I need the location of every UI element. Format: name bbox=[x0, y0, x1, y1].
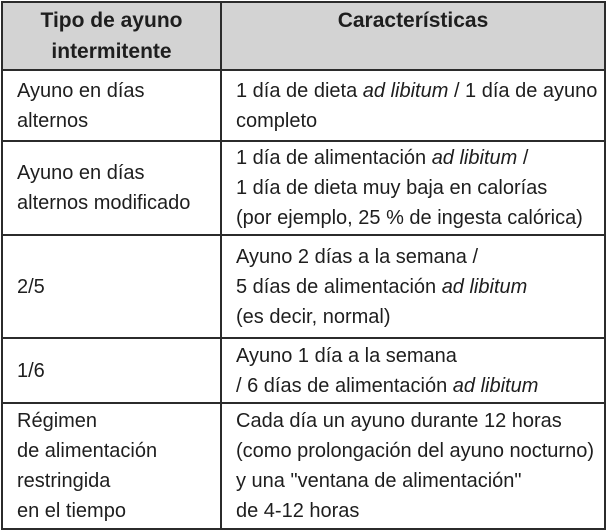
table-row bbox=[2, 70, 605, 141]
text-segment: Ayuno 1 día a la semana bbox=[236, 344, 457, 367]
characteristics-line bbox=[236, 173, 590, 203]
characteristics-line bbox=[236, 436, 594, 466]
header-characteristics-line: Características bbox=[337, 9, 489, 32]
text-segment: / 1 día de ayuno bbox=[448, 79, 598, 102]
characteristics-cell bbox=[221, 338, 605, 403]
text-segment: Cada día un ayuno durante 12 horas bbox=[236, 410, 562, 432]
characteristics-cell bbox=[221, 70, 605, 141]
characteristics-line bbox=[236, 496, 590, 526]
characteristics-line bbox=[236, 341, 590, 371]
fasting-type-line: alternos bbox=[17, 109, 89, 132]
text-segment: de 4-12 horas bbox=[236, 500, 360, 522]
characteristics-cell bbox=[221, 141, 605, 235]
text-segment: 5 días de alimentación bbox=[236, 275, 442, 298]
fasting-type-cell bbox=[2, 338, 221, 403]
text-segment: (es decir, normal) bbox=[236, 305, 391, 328]
characteristics-cell bbox=[221, 235, 605, 338]
text-segment: 1 día de dieta muy baja en calorías bbox=[236, 177, 548, 199]
fasting-type-line: alternos modificado bbox=[17, 192, 191, 214]
fasting-type-line: Régimen bbox=[17, 410, 98, 432]
header-characteristics bbox=[221, 2, 605, 70]
characteristics-line bbox=[236, 203, 590, 233]
header-type-line: Tipo de ayuno bbox=[40, 9, 183, 32]
table-row bbox=[2, 141, 605, 235]
fasting-types-table bbox=[1, 1, 606, 530]
characteristics-line bbox=[236, 406, 590, 436]
text-segment: / 6 días de alimentación bbox=[236, 374, 453, 397]
italic-term: ad libitum bbox=[441, 275, 528, 298]
italic-term: ad libitum bbox=[362, 79, 449, 102]
text-segment: y una "ventana de alimentación" bbox=[236, 470, 522, 492]
text-segment: (como prolongación del ayuno nocturno) bbox=[236, 440, 594, 462]
characteristics-cell bbox=[221, 403, 605, 529]
characteristics-line bbox=[236, 106, 590, 136]
header-type bbox=[2, 2, 221, 70]
text-segment: 1 día de alimentación bbox=[236, 147, 432, 169]
characteristics-line bbox=[236, 302, 590, 332]
italic-term: ad libitum bbox=[452, 374, 539, 397]
characteristics-line bbox=[236, 76, 598, 106]
header-type-line: intermitente bbox=[51, 40, 172, 63]
fasting-type-cell bbox=[2, 70, 221, 141]
characteristics-line bbox=[236, 272, 590, 302]
text-segment: (por ejemplo, 25 % de ingesta calórica) bbox=[236, 207, 583, 229]
fasting-type-line: restringida bbox=[17, 470, 111, 492]
text-segment: / bbox=[517, 147, 529, 169]
table-row bbox=[2, 338, 605, 403]
fasting-type-cell bbox=[2, 403, 221, 529]
characteristics-line bbox=[236, 466, 590, 496]
characteristics-line bbox=[236, 143, 590, 173]
table-row bbox=[2, 403, 605, 529]
fasting-type-line: Ayuno en días bbox=[17, 79, 145, 102]
fasting-type-line: en el tiempo bbox=[17, 500, 126, 522]
table-row bbox=[2, 235, 605, 338]
fasting-type-cell bbox=[2, 235, 221, 338]
text-segment: completo bbox=[236, 109, 318, 132]
fasting-type-cell bbox=[2, 141, 221, 235]
fasting-type-line: Ayuno en días bbox=[17, 162, 145, 184]
italic-term: ad libitum bbox=[431, 147, 518, 169]
header-row bbox=[2, 2, 605, 70]
fasting-type-line: de alimentación bbox=[17, 440, 158, 462]
characteristics-line bbox=[236, 242, 590, 272]
fasting-type-line: 2/5 bbox=[17, 275, 45, 298]
text-segment: 1 día de dieta bbox=[236, 79, 363, 102]
fasting-type-line: 1/6 bbox=[17, 359, 45, 382]
characteristics-line bbox=[236, 371, 590, 401]
text-segment: Ayuno 2 días a la semana / bbox=[236, 245, 479, 268]
